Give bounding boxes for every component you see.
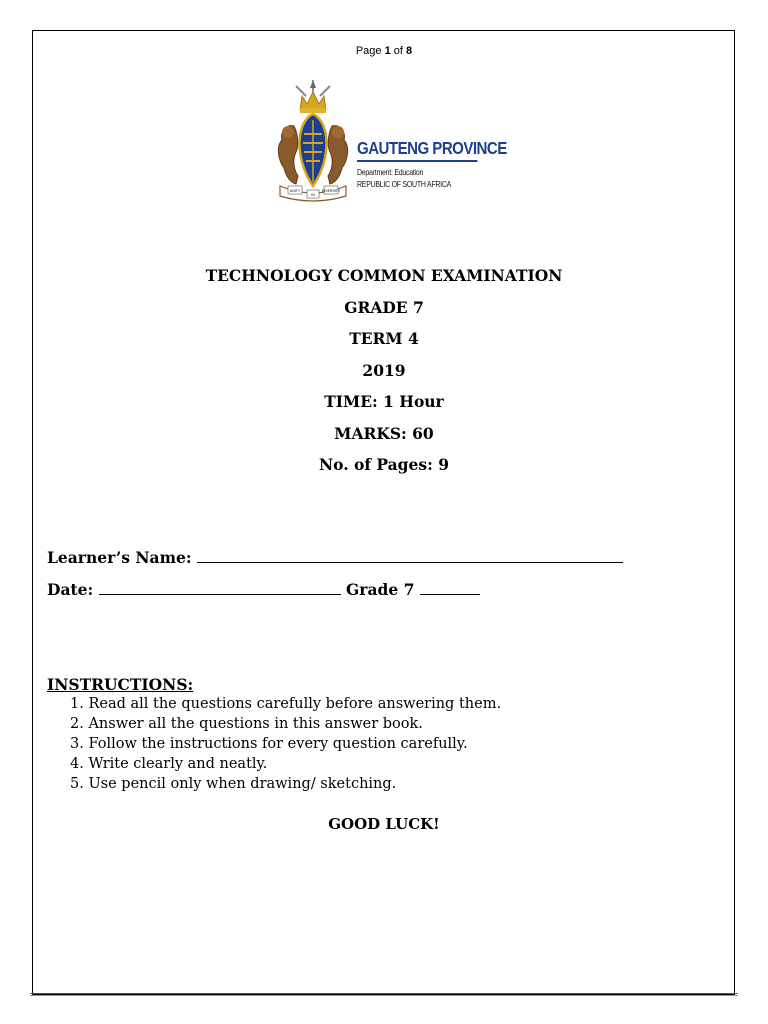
grade-label: Grade 7 xyxy=(346,580,415,599)
exam-page-count: No. of Pages: 9 xyxy=(318,455,450,474)
learner-name-label: Learner’s Name: xyxy=(47,548,192,567)
exam-title-block xyxy=(0,266,768,487)
footer-rule xyxy=(30,993,738,996)
page-number-current: 1 xyxy=(384,45,391,57)
coat-of-arms-icon xyxy=(266,78,361,206)
instruction-item: 2. Answer all the questions in this answer book. xyxy=(70,716,423,732)
page-number-of: of xyxy=(390,45,407,57)
instructions-heading: INSTRUCTIONS: xyxy=(47,675,194,694)
gauteng-coat-of-arms-logo xyxy=(266,78,507,206)
logo-text xyxy=(357,138,507,190)
instruction-item: 5. Use pencil only when drawing/ sketching. xyxy=(70,776,397,792)
date-blank[interactable] xyxy=(99,580,341,595)
good-luck-message: GOOD LUCK! xyxy=(328,815,440,833)
exam-grade: GRADE 7 xyxy=(344,297,424,317)
instruction-item: 1. Read all the questions carefully before answering them. xyxy=(70,696,502,712)
exam-marks: MARKS: 60 xyxy=(334,423,434,443)
logo-country: REPUBLIC OF SOUTH AFRICA xyxy=(357,179,452,189)
exam-title: TECHNOLOGY COMMON EXAMINATION xyxy=(205,266,563,285)
learner-name-row xyxy=(47,548,623,567)
page-number-prefix: Page xyxy=(355,45,385,57)
logo-department: Department: Education xyxy=(357,167,424,177)
instruction-item: 4. Write clearly and neatly. xyxy=(70,756,268,772)
page-number-total: 8 xyxy=(406,45,413,57)
grade-class-blank[interactable] xyxy=(420,580,480,595)
page-number xyxy=(0,45,768,57)
instruction-item: 3. Follow the instructions for every question carefully. xyxy=(70,736,468,752)
motto-diversity: DIVERSITY xyxy=(321,189,341,193)
learner-name-blank[interactable] xyxy=(197,548,623,563)
date-grade-row xyxy=(47,580,480,599)
motto-in: IN xyxy=(311,193,315,197)
exam-term: TERM 4 xyxy=(349,329,419,348)
date-label: Date: xyxy=(47,580,94,599)
logo-title: GAUTENG PROVINCE xyxy=(357,138,477,162)
exam-time: TIME: 1 Hour xyxy=(324,392,444,411)
instructions-list xyxy=(70,694,501,794)
motto-unity: UNITY xyxy=(289,189,301,193)
exam-year: 2019 xyxy=(362,360,406,380)
